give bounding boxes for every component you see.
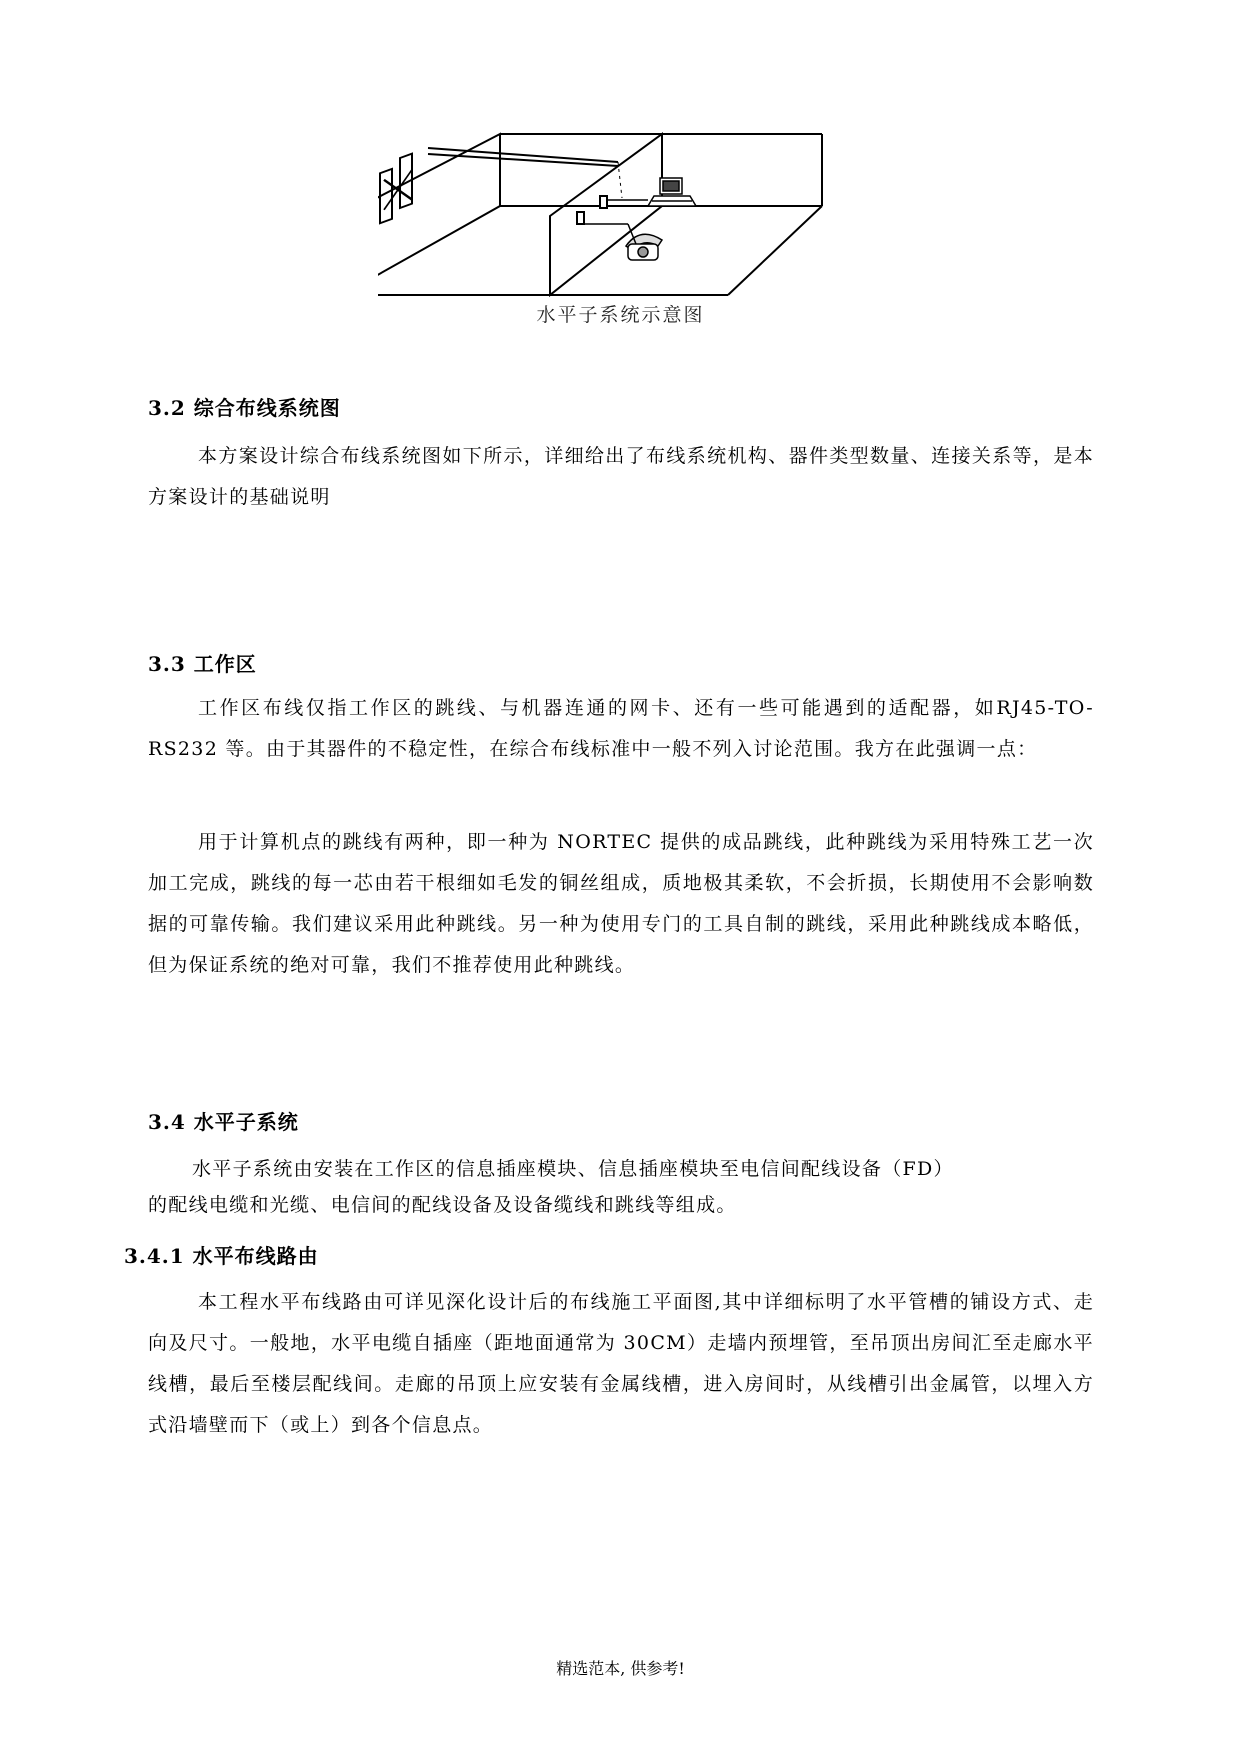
outlet-2 [600,196,607,208]
section-3-4-paragraph-line-2: 的配线电缆和光缆、电信间的配线设备及设备缆线和跳线等组成。 [148,1194,737,1216]
section-3-4-paragraph-line-1: 水平子系统由安装在工作区的信息插座模块、信息插座模块至电信间配线设备（FD） [192,1158,954,1180]
page-footer: 精选范本, 供参考! [556,1659,685,1678]
figure-caption: 水平子系统示意图 [536,304,705,326]
section-3-4-1-paragraph: 本工程水平布线路由可详见深化设计后的布线施工平面图,其中详细标明了水平管槽的铺设方式、走向及尺寸。一般地，水平电缆自插座（距地面通常为 30CM）走墙内预埋管，至吊顶出房间汇至走廊水平线槽，最后至楼层配线间。走廊的吊顶上应安装有金属线槽，进入房间时，从线槽引出金属管，以埋入方式沿墙壁而下（或上）到各个信息点。 [148,1291,1094,1436]
section-heading-3-3: 3.3 工作区 [148,652,257,676]
telephone-icon [626,234,662,260]
section-heading-3-4-1: 3.4.1 水平布线路由 [124,1244,319,1268]
section-heading-3-4: 3.4 水平子系统 [148,1110,299,1134]
section-heading-3-2: 3.2 综合布线系统图 [148,396,341,420]
section-3-2-paragraph: 本方案设计综合布线系统图如下所示，详细给出了布线系统机构、器件类型数量、连接关系等，是本方案设计的基础说明 [148,445,1094,508]
outlet-1 [577,212,584,224]
section-3-3-paragraph-1: 工作区布线仅指工作区的跳线、与机器连通的网卡、还有一些可能遇到的适配器，如RJ45-TO-RS232 等。由于其器件的不稳定性，在综合布线标准中一般不列入讨论范围。我方在此强调一点： [148,697,1094,760]
cable-drop [618,162,622,198]
computer-icon [648,178,696,206]
section-3-3-paragraph-2: 用于计算机点的跳线有两种，即一种为 NORTEC 提供的成品跳线，此种跳线为采用特殊工艺一次加工完成，跳线的每一芯由若干根细如毛发的铜丝组成，质地极其柔软，不会折损，长期使用不会影响数据的可靠传输。我们建议采用此种跳线。另一种为使用专门的工具自制的跳线，采用此种跳线成本略低，但为保证系统的绝对可靠，我们不推荐使用此种跳线。 [148,831,1094,976]
right-floor-side-edge [728,206,822,295]
horizontal-subsystem-diagram [378,126,878,326]
distribution-frame [380,154,412,224]
